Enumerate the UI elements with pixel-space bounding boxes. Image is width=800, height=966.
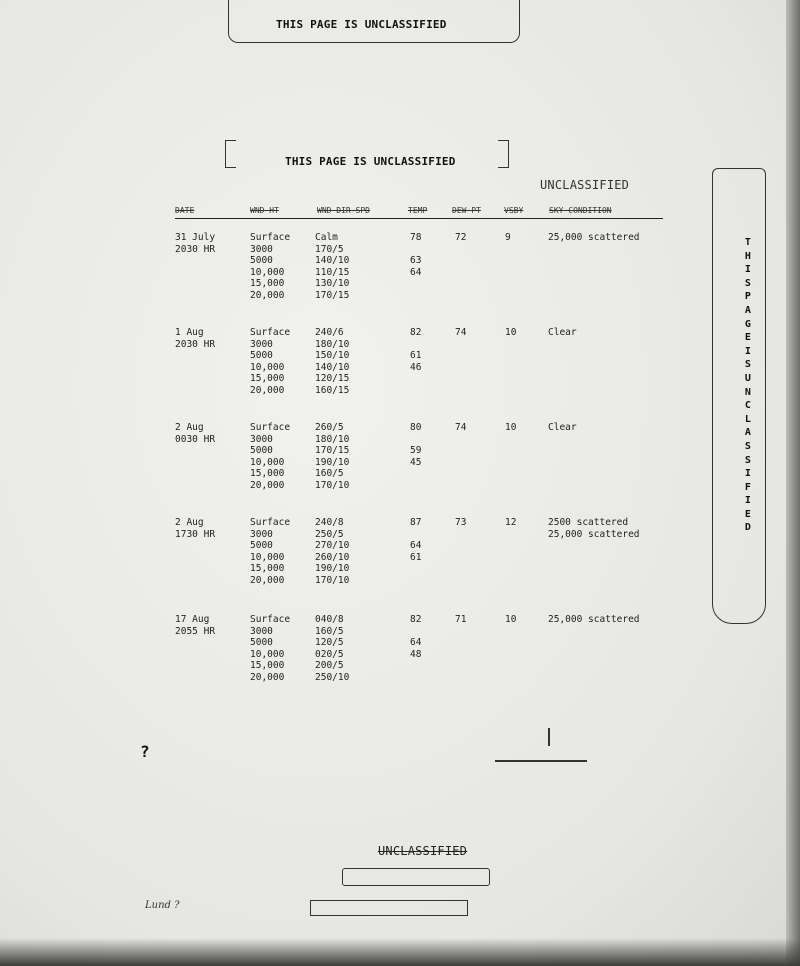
wind-height: 3000 xyxy=(250,528,273,540)
record-date: 2 Aug xyxy=(175,422,204,433)
wind-dir-speed: 140/10 xyxy=(315,361,350,373)
sky-condition: Clear xyxy=(548,422,577,433)
visibility: 12 xyxy=(505,517,517,528)
dew-point: 74 xyxy=(455,422,467,433)
record-time: 0030 HR xyxy=(175,433,216,445)
dew-point: 73 xyxy=(455,517,467,528)
handwritten-note: Lund ? xyxy=(145,900,180,911)
wind-height: 15,000 xyxy=(250,563,285,575)
visibility: 10 xyxy=(505,614,517,625)
side-stamp-box xyxy=(712,168,766,624)
mid-unclassified-stamp: THIS PAGE IS UNCLASSIFIED xyxy=(285,155,456,168)
wind-dir-speed: 130/10 xyxy=(315,278,350,290)
wind-dir-speed: 250/10 xyxy=(315,672,350,683)
wind-height: 5000 xyxy=(250,350,273,362)
wind-dir-speed: 270/10 xyxy=(315,540,350,552)
wind-dir-speed: 170/15 xyxy=(315,445,350,457)
wind-height: 10,000 xyxy=(250,648,285,660)
wind-height: 3000 xyxy=(250,625,273,637)
wind-dir-speed: 160/5 xyxy=(315,625,344,637)
wind-dir-speed: 190/10 xyxy=(315,456,350,468)
dew-point: 71 xyxy=(455,614,467,625)
mid-stamp-bracket-left xyxy=(225,140,236,168)
sky-condition: 25,000 scattered xyxy=(548,232,640,243)
header-sky: SKY CONDITION xyxy=(549,206,612,215)
wind-height: 10,000 xyxy=(250,551,285,563)
bottom-stamp-box-2 xyxy=(310,900,468,916)
wind-height: 15,000 xyxy=(250,468,285,480)
temperature: 87 xyxy=(410,517,422,528)
wind-height: 20,000 xyxy=(250,575,285,586)
sky-condition: 2500 scattered xyxy=(548,517,629,528)
wind-dir-speed: 110/15 xyxy=(315,266,350,278)
wind-dir-speed: 040/8 xyxy=(315,614,344,625)
visibility: 10 xyxy=(505,422,517,433)
side-unclassified-stamp: THIS PAGE IS UNCLASSIFIED xyxy=(744,237,752,534)
temperature: 64 xyxy=(410,266,422,278)
wind-height: 3000 xyxy=(250,433,273,445)
wind-height: 5000 xyxy=(250,540,273,552)
wind-dir-speed: 180/10 xyxy=(315,338,350,350)
wind-height: 20,000 xyxy=(250,672,285,683)
record-time: 2030 HR xyxy=(175,338,216,350)
wind-dir-speed: 170/15 xyxy=(315,290,350,301)
record-date: 17 Aug xyxy=(175,614,210,625)
temperature: 82 xyxy=(410,614,422,625)
wind-dir-speed: 200/5 xyxy=(315,660,344,672)
wind-dir-speed: 120/15 xyxy=(315,373,350,385)
temperature: 63 xyxy=(410,255,422,267)
header-wind-ht: WND HT xyxy=(250,206,279,215)
underline-mark xyxy=(495,760,587,762)
wind-height: 20,000 xyxy=(250,385,285,396)
dew-point: 72 xyxy=(455,232,467,243)
wind-dir-speed: 150/10 xyxy=(315,350,350,362)
wind-dir-speed: 170/10 xyxy=(315,480,350,491)
scan-edge-right xyxy=(786,0,800,966)
wind-height: Surface xyxy=(250,517,291,528)
wind-dir-speed: 140/10 xyxy=(315,255,350,267)
wind-height: 10,000 xyxy=(250,266,285,278)
wind-height: 3000 xyxy=(250,338,273,350)
wind-dir-speed: 120/5 xyxy=(315,637,344,649)
mid-stamp-bracket-right xyxy=(498,140,509,168)
wind-dir-speed: 240/8 xyxy=(315,517,344,528)
wind-height: 15,000 xyxy=(250,660,285,672)
wind-height: Surface xyxy=(250,614,291,625)
temperature: 78 xyxy=(410,232,422,243)
header-wind-dir-spd: WND DIR-SPD xyxy=(317,206,370,215)
wind-height: Surface xyxy=(250,232,291,243)
record-date: 1 Aug xyxy=(175,327,204,338)
temperature: 64 xyxy=(410,637,422,649)
temperature: 48 xyxy=(410,648,422,660)
bottom-stamp-box xyxy=(342,868,490,886)
record-date: 31 July xyxy=(175,232,216,243)
sky-condition: 25,000 scattered xyxy=(548,614,640,625)
header-visby: VSBY xyxy=(504,206,524,215)
wind-dir-speed: 020/5 xyxy=(315,648,344,660)
wind-dir-speed: 250/5 xyxy=(315,528,344,540)
wind-height: 5000 xyxy=(250,445,273,457)
temperature: 82 xyxy=(410,327,422,338)
wind-dir-speed: 170/10 xyxy=(315,575,350,586)
temperature: 64 xyxy=(410,540,422,552)
wind-height: Surface xyxy=(250,327,291,338)
temperature: 45 xyxy=(410,456,422,468)
sky-condition: 25,000 scattered xyxy=(548,528,640,540)
wind-dir-speed: 160/15 xyxy=(315,385,350,396)
wind-height: 5000 xyxy=(250,637,273,649)
table-header xyxy=(175,206,663,219)
wind-height: 10,000 xyxy=(250,361,285,373)
wind-dir-speed: 260/5 xyxy=(315,422,344,433)
wind-height: 15,000 xyxy=(250,373,285,385)
wind-dir-speed: 180/10 xyxy=(315,433,350,445)
wind-height: 10,000 xyxy=(250,456,285,468)
wind-dir-speed: 190/10 xyxy=(315,563,350,575)
visibility: 10 xyxy=(505,327,517,338)
temperature: 80 xyxy=(410,422,422,433)
bottom-unclassified-stamp: UNCLASSIFIED xyxy=(378,844,468,858)
scan-edge-bottom xyxy=(0,938,800,966)
record-date: 2 Aug xyxy=(175,517,204,528)
unclassified-stamp: UNCLASSIFIED xyxy=(540,178,630,192)
header-date: DATE xyxy=(175,206,195,215)
wind-height: 15,000 xyxy=(250,278,285,290)
wind-height: 20,000 xyxy=(250,290,285,301)
dew-point: 74 xyxy=(455,327,467,338)
visibility: 9 xyxy=(505,232,511,243)
wind-height: 5000 xyxy=(250,255,273,267)
temperature: 46 xyxy=(410,361,422,373)
temperature: 61 xyxy=(410,350,422,362)
record-time: 1730 HR xyxy=(175,528,216,540)
wind-dir-speed: 260/10 xyxy=(315,551,350,563)
temperature: 59 xyxy=(410,445,422,457)
record-time: 2030 HR xyxy=(175,243,216,255)
wind-dir-speed: 160/5 xyxy=(315,468,344,480)
header-dew-pt: DEW PT xyxy=(452,206,481,215)
top-unclassified-stamp: THIS PAGE IS UNCLASSIFIED xyxy=(276,18,447,31)
wind-dir-speed: 240/6 xyxy=(315,327,344,338)
sky-condition: Clear xyxy=(548,327,577,338)
temperature: 61 xyxy=(410,551,422,563)
wind-dir-speed: Calm xyxy=(315,232,338,243)
header-temp: TEMP xyxy=(408,206,428,215)
record-time: 2055 HR xyxy=(175,625,216,637)
question-mark: ? xyxy=(140,742,150,761)
wind-height: 20,000 xyxy=(250,480,285,491)
wind-height: Surface xyxy=(250,422,291,433)
tick-mark xyxy=(548,728,550,746)
wind-height: 3000 xyxy=(250,243,273,255)
wind-dir-speed: 170/5 xyxy=(315,243,344,255)
